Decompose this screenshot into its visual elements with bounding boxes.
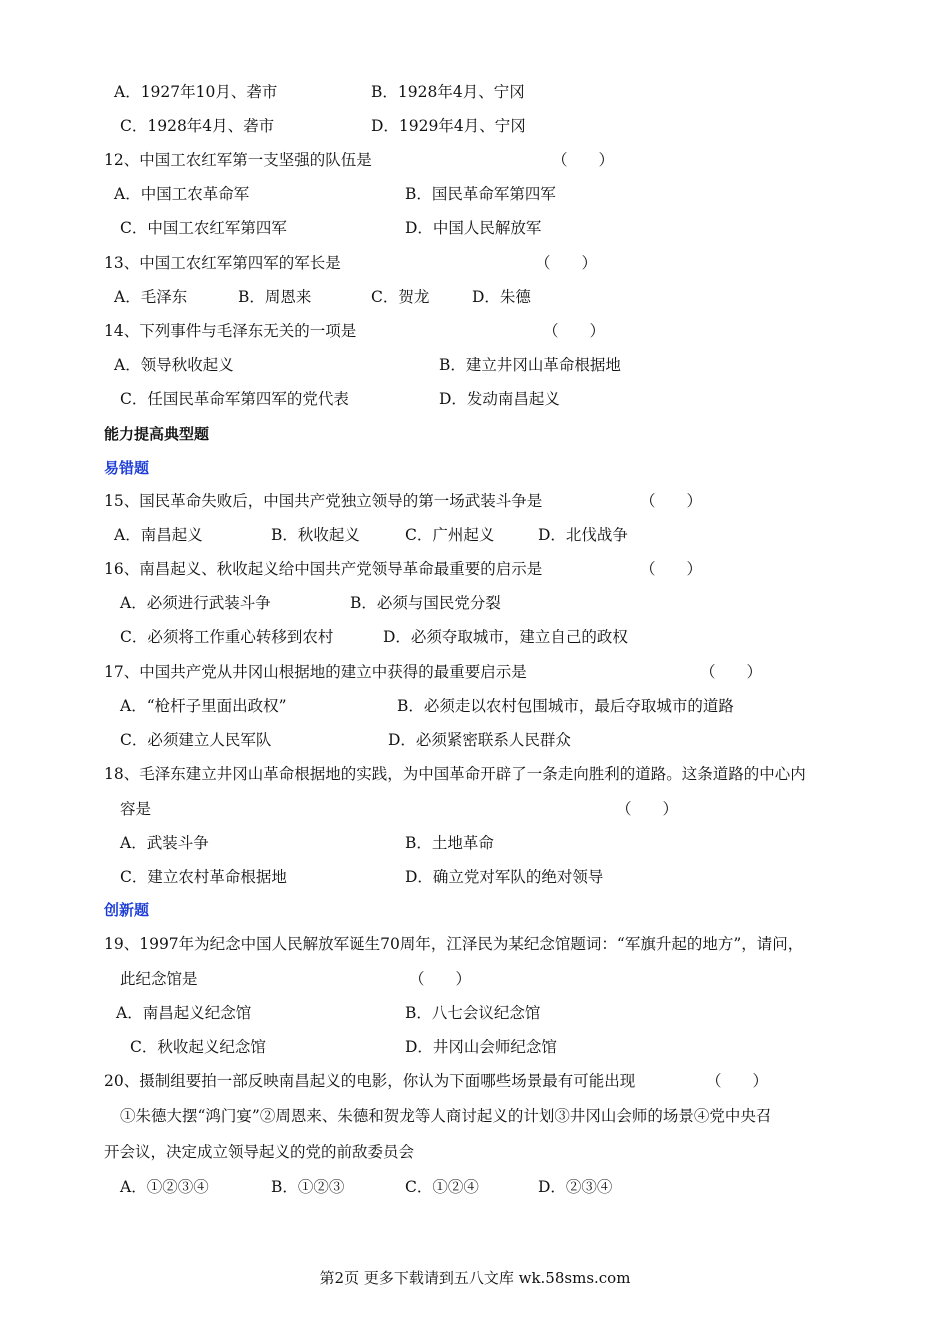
q20-scenes-line2: 开会议，决定成立领导起义的党的前敌委员会 <box>104 1143 415 1161</box>
q19-stem-line2: 此纪念馆是 <box>120 970 198 988</box>
q11-option-c: C．1928年4月、砻市 <box>120 117 275 135</box>
section-heading-innovation: 创新题 <box>104 901 150 919</box>
q14-stem: 14、下列事件与毛泽东无关的一项是 <box>104 322 357 340</box>
q20-option-a: A．①②③④ <box>120 1178 209 1196</box>
q18-option-d: D．确立党对军队的绝对领导 <box>405 868 604 886</box>
q12-option-b: B．国民革命军第四军 <box>405 185 556 203</box>
q12-answer-blank: （ ） <box>552 151 615 169</box>
section-heading-error-prone: 易错题 <box>104 459 150 477</box>
q19-option-c: C．秋收起义纪念馆 <box>130 1038 266 1056</box>
q19-option-a: A．南昌起义纪念馆 <box>116 1004 252 1022</box>
q14-option-c: C．任国民革命军第四军的党代表 <box>120 390 349 408</box>
q20-option-b: B．①②③ <box>271 1178 345 1196</box>
q15-stem: 15、国民革命失败后，中国共产党独立领导的第一场武装斗争是 <box>104 492 543 510</box>
q18-option-c: C．建立农村革命根据地 <box>120 868 287 886</box>
q16-option-c: C．必须将工作重心转移到农村 <box>120 628 334 646</box>
q11-option-d: D．1929年4月、宁冈 <box>371 117 526 135</box>
q15-option-d: D．北伐战争 <box>538 526 628 544</box>
q12-option-c: C．中国工农红军第四军 <box>120 219 287 237</box>
q14-answer-blank: （ ） <box>543 322 606 340</box>
page-footer: 第2页 更多下载请到五八文库 wk.58sms.com <box>319 1269 631 1287</box>
q15-option-c: C．广州起义 <box>405 526 495 544</box>
q16-stem: 16、南昌起义、秋收起义给中国共产党领导革命最重要的启示是 <box>104 560 543 578</box>
q17-answer-blank: （ ） <box>700 663 763 681</box>
q13-option-d: D．朱德 <box>472 288 531 306</box>
q12-stem: 12、中国工农红军第一支坚强的队伍是 <box>104 151 372 169</box>
q19-answer-blank: （ ） <box>409 970 472 988</box>
q19-option-b: B．八七会议纪念馆 <box>405 1004 541 1022</box>
q16-option-a: A．必须进行武装斗争 <box>120 594 271 612</box>
q19-option-d: D．井冈山会师纪念馆 <box>405 1038 557 1056</box>
q20-answer-blank: （ ） <box>706 1072 769 1090</box>
q15-answer-blank: （ ） <box>640 492 703 510</box>
q11-option-a: A．1927年10月、砻市 <box>114 83 278 101</box>
q20-stem: 20、摄制组要拍一部反映南昌起义的电影，你认为下面哪些场景最有可能出现 <box>104 1072 636 1090</box>
q16-answer-blank: （ ） <box>640 560 703 578</box>
q12-option-d: D．中国人民解放军 <box>405 219 542 237</box>
q17-stem: 17、中国共产党从井冈山根据地的建立中获得的最重要启示是 <box>104 663 527 681</box>
q13-answer-blank: （ ） <box>535 254 598 272</box>
q14-option-a: A．领导秋收起义 <box>114 356 234 374</box>
q19-stem-line1: 19、1997年为纪念中国人民解放军诞生70周年，江泽民为某纪念馆题词：“军旗升起的地方”，请问， <box>104 935 804 953</box>
q18-option-b: B．土地革命 <box>405 834 494 852</box>
q13-stem: 13、中国工农红军第四军的军长是 <box>104 254 341 272</box>
q18-stem-line1: 18、毛泽东建立井冈山革命根据地的实践，为中国革命开辟了一条走向胜利的道路。这条道路的中心内 <box>104 765 806 783</box>
q17-option-b: B．必须走以农村包围城市，最后夺取城市的道路 <box>397 697 734 715</box>
q18-stem-line2: 容是 <box>120 800 152 818</box>
q17-option-d: D．必须紧密联系人民群众 <box>388 731 571 749</box>
q20-scenes-line1: ①朱德大摆“鸿门宴”②周恩来、朱德和贺龙等人商讨起义的计划③井冈山会师的场景④党中央召 <box>120 1107 772 1125</box>
q15-option-a: A．南昌起义 <box>114 526 203 544</box>
q13-option-b: B．周恩来 <box>238 288 312 306</box>
q15-option-b: B．秋收起义 <box>271 526 360 544</box>
q20-option-d: D．②③④ <box>538 1178 613 1196</box>
q18-answer-blank: （ ） <box>616 800 679 818</box>
q16-option-d: D．必须夺取城市，建立自己的政权 <box>383 628 628 646</box>
q13-option-c: C．贺龙 <box>371 288 430 306</box>
q16-option-b: B．必须与国民党分裂 <box>350 594 501 612</box>
q14-option-d: D．发动南昌起义 <box>439 390 560 408</box>
q13-option-a: A．毛泽东 <box>114 288 188 306</box>
q18-option-a: A．武装斗争 <box>120 834 209 852</box>
q17-option-c: C．必须建立人民军队 <box>120 731 272 749</box>
q11-option-b: B．1928年4月、宁冈 <box>371 83 525 101</box>
q12-option-a: A．中国工农革命军 <box>114 185 250 203</box>
section-heading-ability: 能力提高典型题 <box>104 425 210 443</box>
q20-option-c: C．①②④ <box>405 1178 479 1196</box>
q17-option-a: A．“枪杆子里面出政权” <box>120 697 287 715</box>
q14-option-b: B．建立井冈山革命根据地 <box>439 356 621 374</box>
